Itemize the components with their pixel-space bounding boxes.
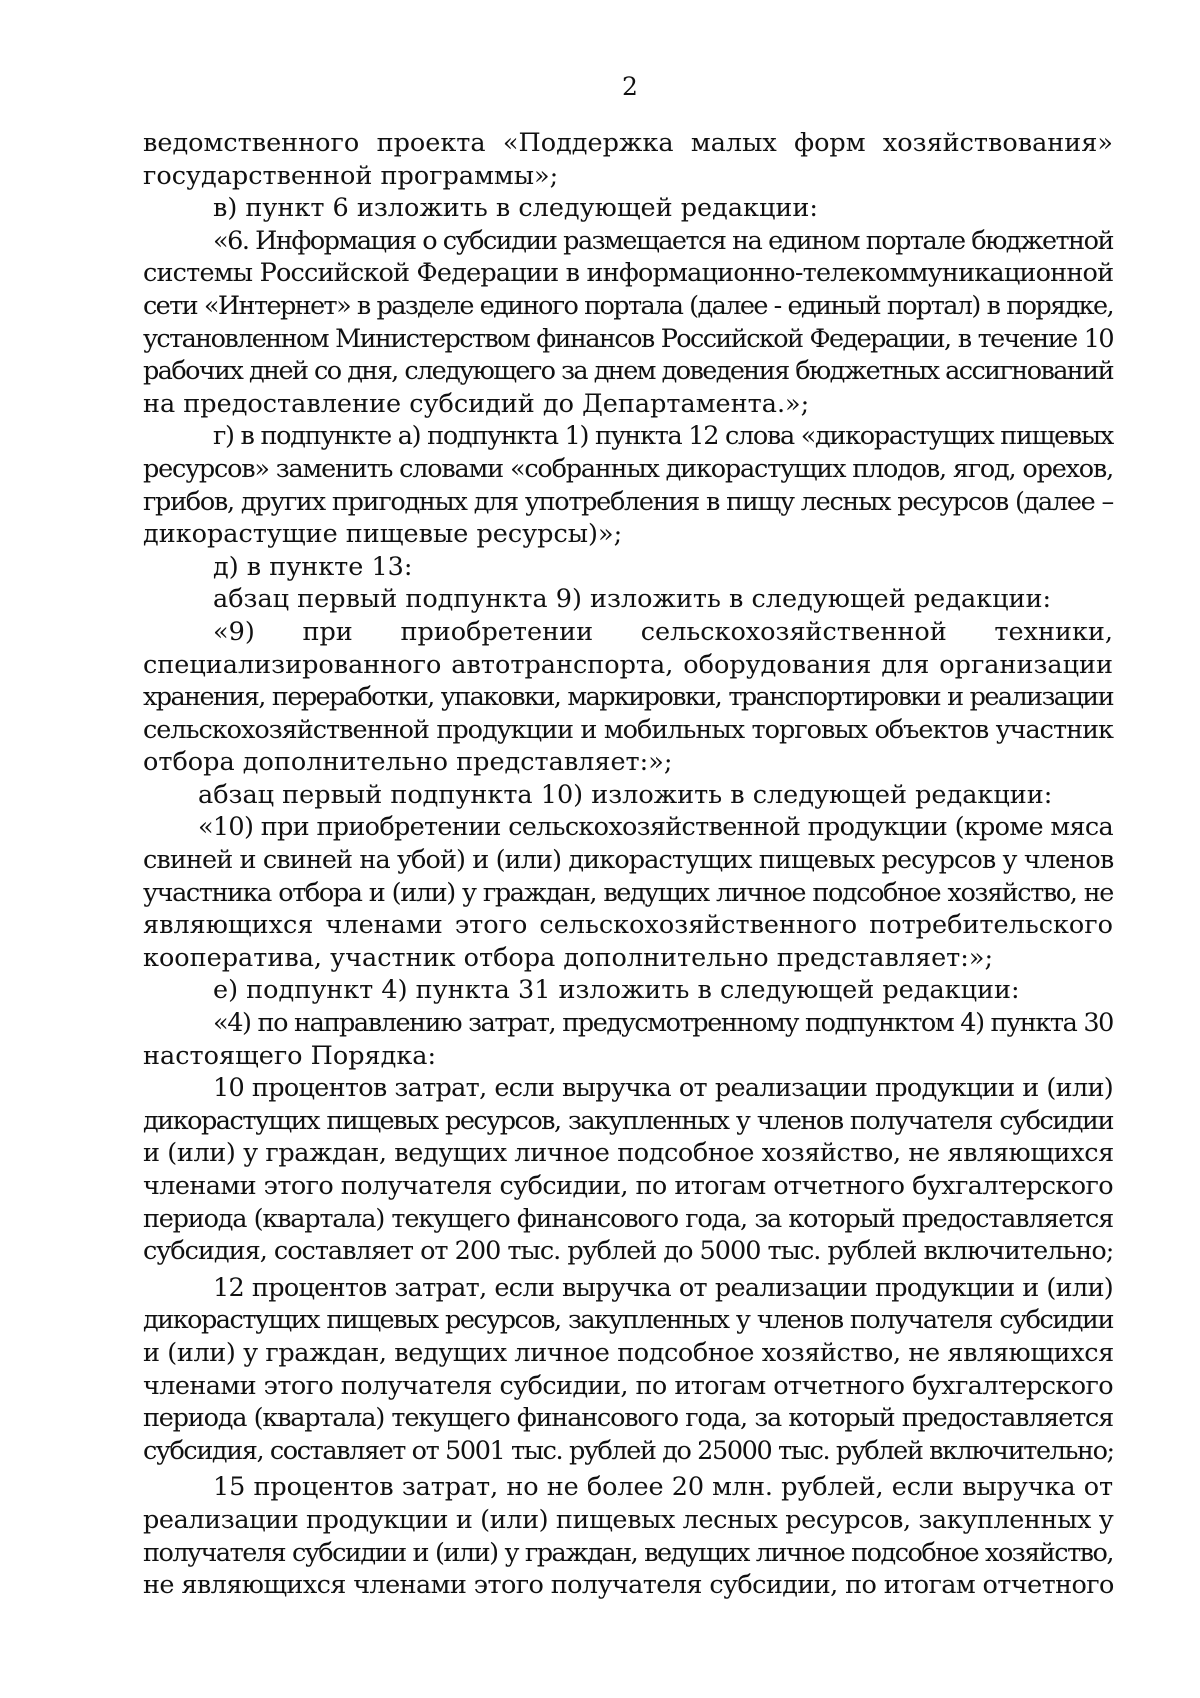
text-line: е) подпункт 4) пункта 31 изложить в следующей редакции: (213, 975, 1020, 1006)
text-line: субсидия, составляет от 200 тыс. рублей до 5000 тыс. рублей включительно; (143, 1236, 1114, 1267)
text-line: настоящего Порядка: (143, 1040, 437, 1071)
text-line: хранения, переработки, упаковки, маркировки, транспортировки и реализации (143, 682, 1113, 713)
text-line: отбора дополнительно представляет:»; (143, 747, 673, 778)
text-line: абзац первый подпункта 10) изложить в следующей редакции: (198, 779, 1053, 810)
text-line: установленном Министерством финансов Российской Федерации, в течение 10 (143, 323, 1113, 354)
text-line: кооператива, участник отбора дополнительно представляет:»; (143, 942, 994, 973)
text-line: сельскохозяйственной продукции и мобильных торговых объектов участник (143, 714, 1113, 745)
text-line: государственной программы»; (143, 160, 559, 191)
text-line: г) в подпункте а) подпункта 1) пункта 12 слова «дикорастущих пищевых (213, 421, 1113, 452)
text-line: реализации продукции и (или) пищевых лесных ресурсов, закупленных у (143, 1504, 1114, 1535)
text-line: сети «Интернет» в разделе единого портала (далее - единый портал) в порядке, (143, 290, 1113, 321)
text-line: «9) при приобретении сельскохозяйственной техники, (213, 616, 1113, 647)
text-line: специализированного автотранспорта, оборудования для организации (143, 649, 1113, 680)
text-line: «4) по направлению затрат, предусмотренному подпунктом 4) пункта 30 (213, 1008, 1113, 1039)
page-number: 2 (622, 72, 638, 101)
text-line: ресурсов» заменить словами «собранных дикорастущих плодов, ягод, орехов, (143, 453, 1113, 484)
text-line: членами этого получателя субсидии, по итогам отчетного бухгалтерского (143, 1171, 1113, 1201)
text-line: на предоставление субсидий до Департамента.»; (143, 388, 810, 419)
text-line: субсидия, составляет от 5001 тыс. рублей до 25000 тыс. рублей включительно; (143, 1435, 1114, 1466)
text-line: абзац первый подпункта 9) изложить в следующей редакции: (213, 584, 1052, 615)
text-line: и (или) у граждан, ведущих личное подсобное хозяйство, не являющихся (143, 1337, 1114, 1368)
text-line: дикорастущих пищевых ресурсов, закупленных у членов получателя субсидии (143, 1305, 1113, 1336)
text-line: 10 процентов затрат, если выручка от реализации продукции и (или) (213, 1073, 1113, 1104)
text-line: грибов, других пригодных для употребления в пищу лесных ресурсов (далее – (143, 486, 1113, 517)
text-line: «6. Информация о субсидии размещается на едином портале бюджетной (213, 225, 1113, 256)
text-line: 15 процентов затрат, но не более 20 млн. рублей, если выручка от (213, 1472, 1113, 1503)
text-line: являющихся членами этого сельскохозяйственного потребительского (143, 910, 1113, 941)
text-line: дикорастущих пищевых ресурсов, закупленных у членов получателя субсидии (143, 1105, 1113, 1136)
text-line: рабочих дней со дня, следующего за днем доведения бюджетных ассигнований (143, 356, 1113, 387)
text-line: в) пункт 6 изложить в следующей редакции: (213, 193, 818, 224)
text-line: свиней и свиней на убой) и (или) дикорастущих пищевых ресурсов у членов (143, 845, 1114, 876)
text-line: периода (квартала) текущего финансового года, за который предоставляется (143, 1403, 1113, 1434)
text-line: получателя субсидии и (или) у граждан, ведущих личное подсобное хозяйство, (143, 1537, 1113, 1568)
text-line: дикорастущие пищевые ресурсы)»; (143, 519, 623, 550)
text-line: 12 процентов затрат, если выручка от реализации продукции и (или) (213, 1272, 1113, 1303)
text-line: д) в пункте 13: (213, 551, 413, 582)
text-line: «10) при приобретении сельскохозяйственной продукции (кроме мяса (198, 812, 1113, 843)
document-body (143, 127, 1113, 1602)
text-line: системы Российской Федерации в информационно-телекоммуникационной (143, 258, 1114, 289)
text-line: членами этого получателя субсидии, по итогам отчетного бухгалтерского (143, 1370, 1113, 1401)
text-line: и (или) у граждан, ведущих личное подсобное хозяйство, не являющихся (143, 1138, 1114, 1169)
text-line: не являющихся членами этого получателя субсидии, по итогам отчетного (143, 1570, 1114, 1601)
text-line: ведомственного проекта «Поддержка малых форм хозяйствования» (143, 128, 1113, 158)
text-line: участника отбора и (или) у граждан, ведущих личное подсобное хозяйство, не (143, 877, 1113, 908)
text-line: периода (квартала) текущего финансового года, за который предоставляется (143, 1203, 1113, 1234)
